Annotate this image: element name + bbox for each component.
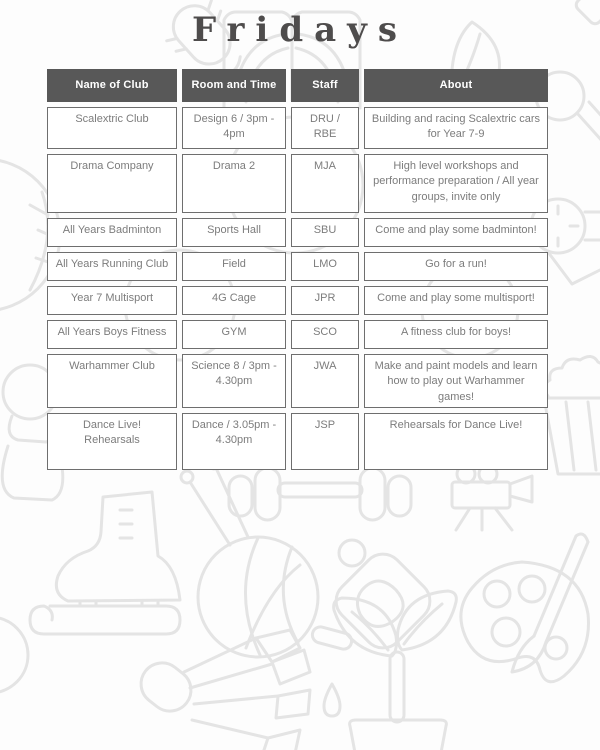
staff-cell: MJA (291, 154, 359, 213)
popcorn-icon (544, 356, 600, 474)
header-cell-name-of-club: Name of Club (47, 69, 177, 102)
about-cell: Building and racing Scalextric cars for Year 7-9 (364, 107, 548, 149)
club-cell: All Years Badminton (47, 218, 177, 247)
header-cell-about: About (364, 69, 548, 102)
staff-cell: LMO (291, 252, 359, 281)
page-title: Fridays (191, 10, 409, 50)
staff-cell: JWA (291, 354, 359, 408)
about-cell: Rehearsals for Dance Live! (364, 413, 548, 470)
club-cell: Dance Live! Rehearsals (47, 413, 177, 470)
staff-cell: SCO (291, 320, 359, 349)
paint-palette-icon (461, 534, 589, 682)
header-cell-staff: Staff (291, 69, 359, 102)
about-cell: High level workshops and performance preparation / All year groups, invite only (364, 154, 548, 213)
seedling-pot-icon (334, 591, 457, 750)
about-cell: Come and play some multisport! (364, 286, 548, 315)
shuttlecock-icon (133, 630, 310, 750)
about-cell: Go for a run! (364, 252, 548, 281)
header-cell-room-and-time: Room and Time (182, 69, 286, 102)
room-cell: Field (182, 252, 286, 281)
about-cell: Make and paint models and learn how to play out Warhammer games! (364, 354, 548, 408)
room-cell: Drama 2 (182, 154, 286, 213)
room-cell: GYM (182, 320, 286, 349)
room-cell: Design 6 / 3pm - 4pm (182, 107, 286, 149)
staff-cell: JPR (291, 286, 359, 315)
water-drop-icon (324, 684, 340, 716)
staff-cell: DRU / RBE (291, 107, 359, 149)
club-cell: Scalextric Club (47, 107, 177, 149)
club-cell: Warhammer Club (47, 354, 177, 408)
room-cell: Dance / 3.05pm - 4.30pm (182, 413, 286, 470)
staff-cell: SBU (291, 218, 359, 247)
club-cell: All Years Boys Fitness (47, 320, 177, 349)
club-cell: All Years Running Club (47, 252, 177, 281)
club-cell: Year 7 Multisport (47, 286, 177, 315)
room-cell: 4G Cage (182, 286, 286, 315)
about-cell: Come and play some badminton! (364, 218, 548, 247)
film-camera-icon (452, 465, 532, 530)
room-cell: Science 8 / 3pm - 4.30pm (182, 354, 286, 408)
ice-skate-icon (30, 492, 180, 634)
barbell-icon (229, 468, 411, 520)
yarn-ball-icon (181, 457, 318, 657)
staff-cell: JSP (291, 413, 359, 470)
club-cell: Drama Company (47, 154, 177, 213)
about-cell: A fitness club for boys! (364, 320, 548, 349)
clubs-table (47, 69, 548, 470)
room-cell: Sports Hall (182, 218, 286, 247)
